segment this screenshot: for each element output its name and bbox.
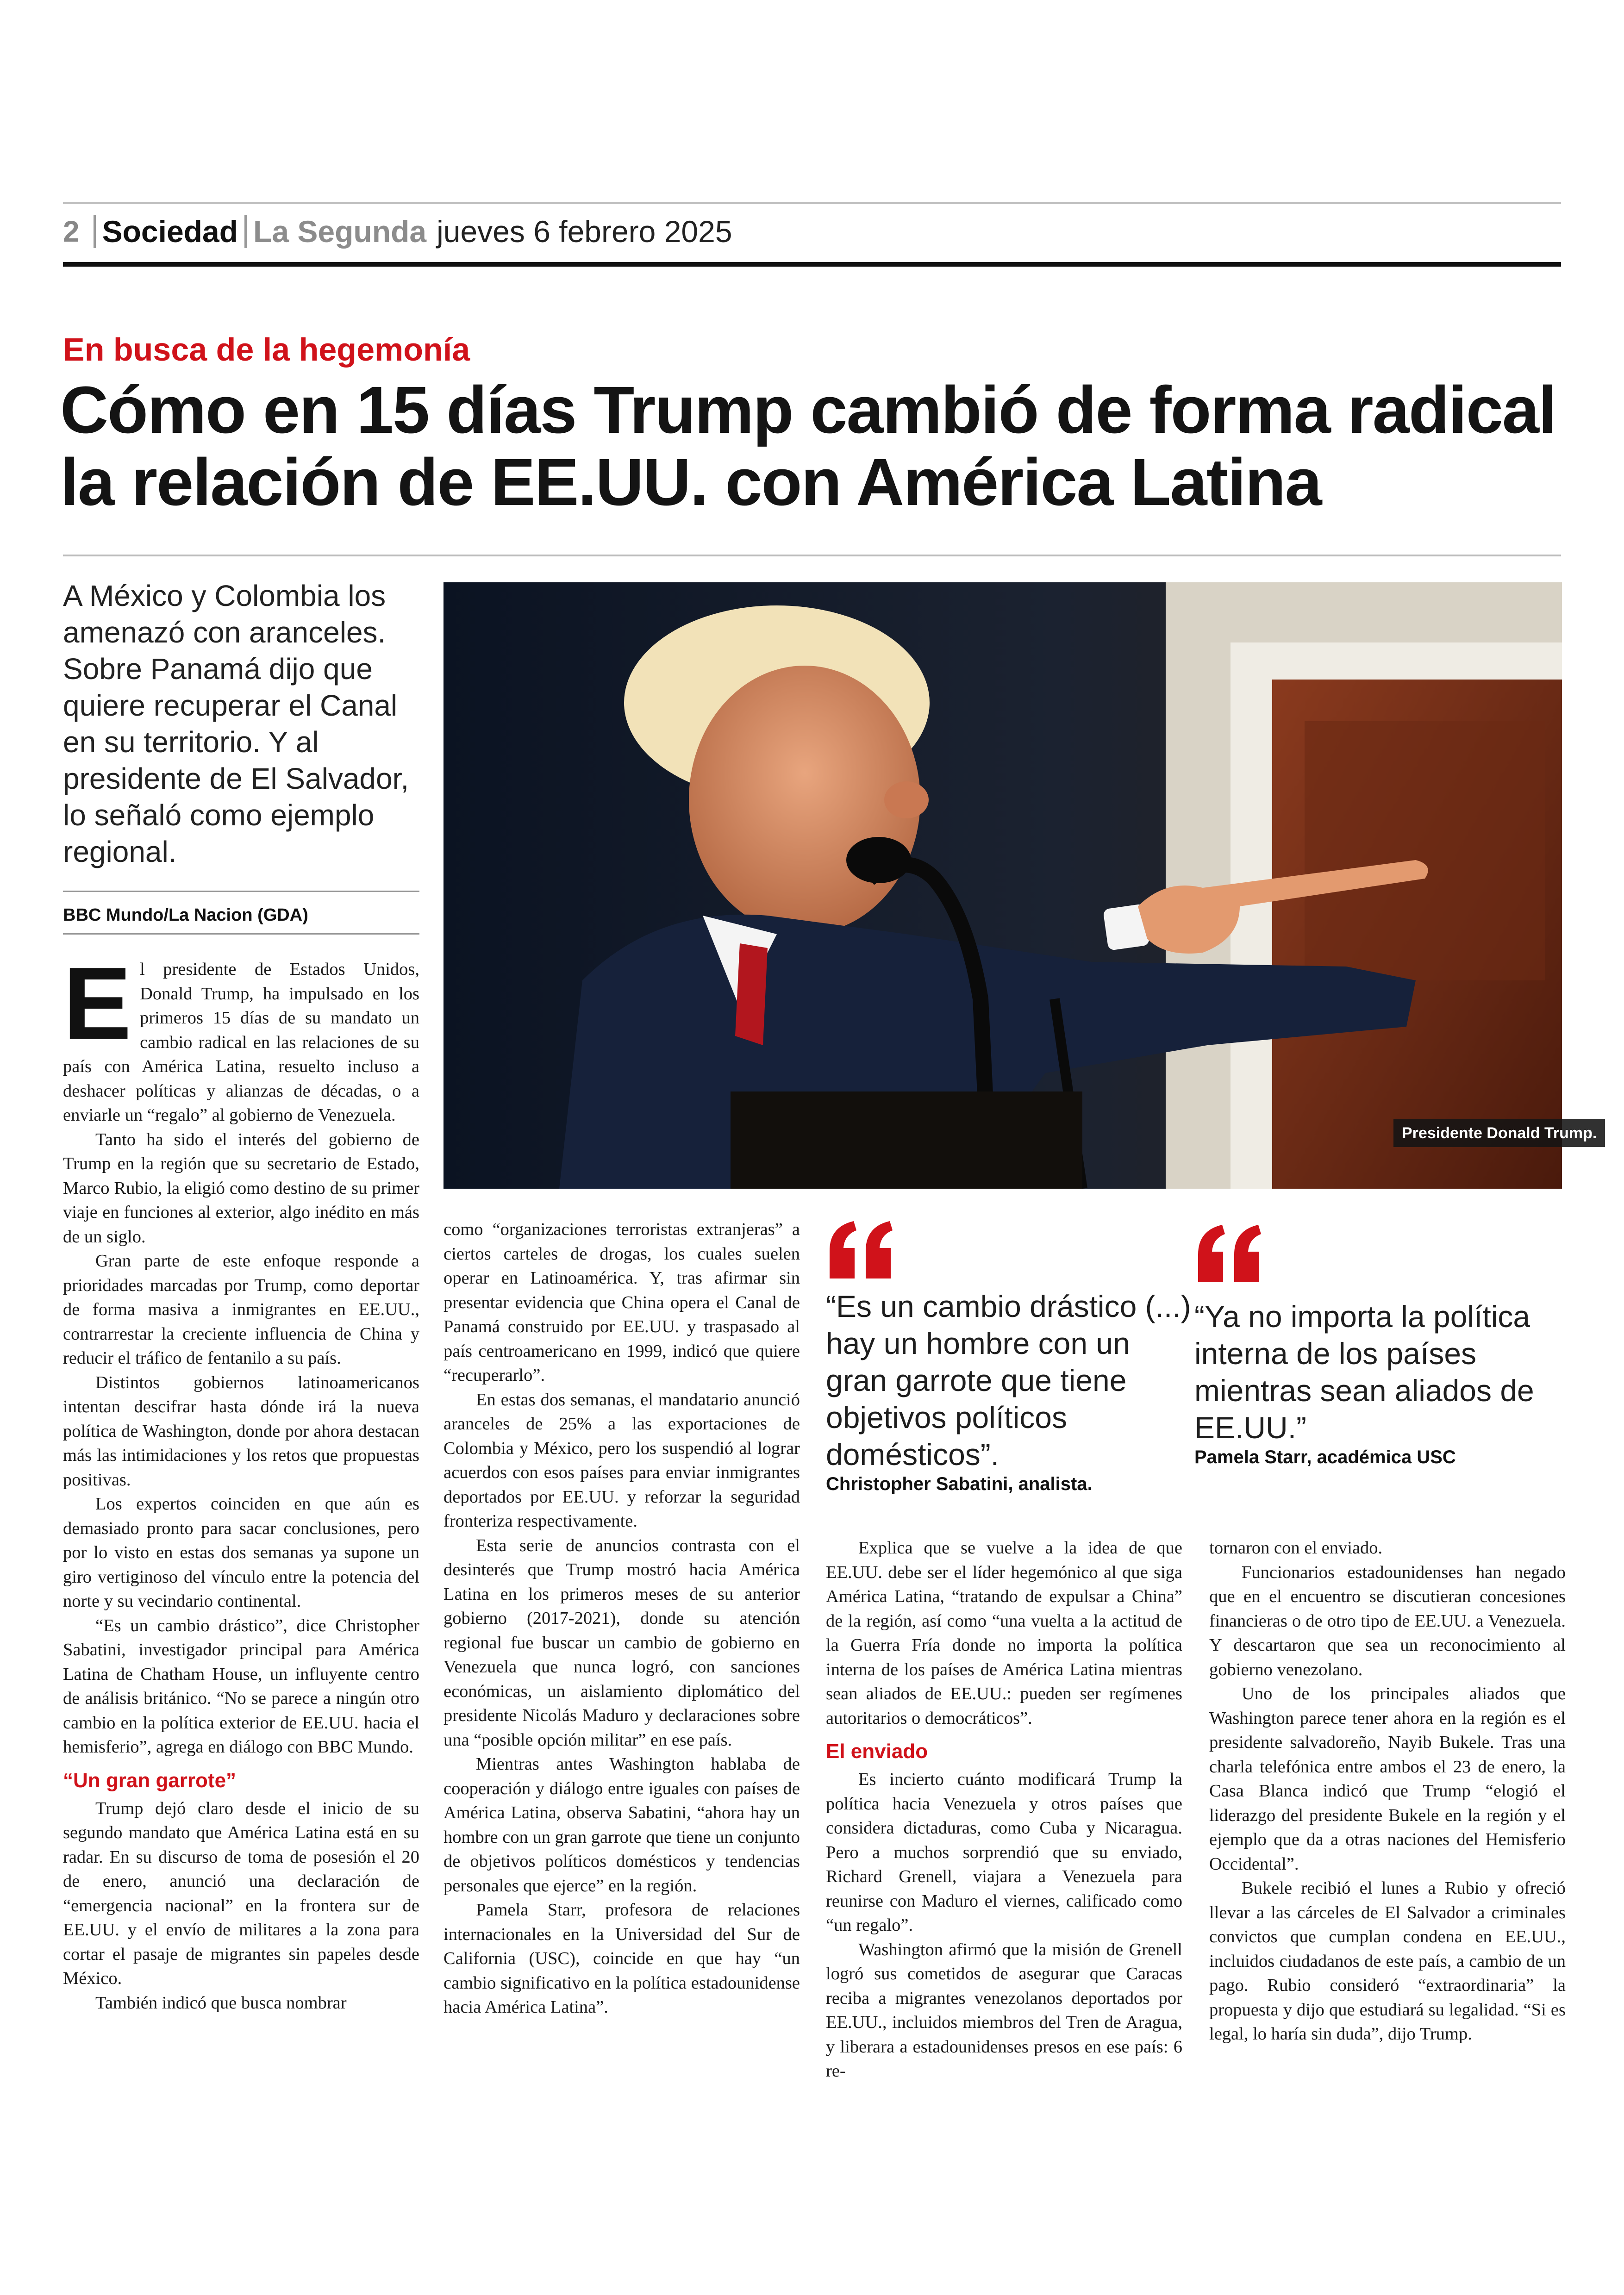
paragraph: Pamela Starr, profesora de relaciones internacionales en la Universidad del Sur de California (USC), coincide en que hay “un cambio significativo en la política estadounidense hacia América Latina”. <box>443 1900 800 2017</box>
header-divider <box>244 215 247 248</box>
paragraph: Washington afirmó que la misión de Grenell logró sus cometidos de asegurar que Caracas reciba a migrantes venezolanos deportados por EE.UU., incluidos miembros del Tren de Aragua, y liberara a estadounidenses presos en ese país: 6 re- <box>826 1940 1182 2081</box>
byline-rule <box>63 933 419 935</box>
column-1 <box>63 946 419 2015</box>
byline: BBC Mundo/La Nacion (GDA) <box>63 905 308 925</box>
paragraph: También indicó que busca nombrar <box>95 1993 347 2013</box>
photo-caption: Presidente Donald Trump. <box>1393 1119 1605 1147</box>
title-rule <box>63 555 1561 556</box>
paragraph: l presidente de Estados Unidos, Donald Trump, ha impulsado en los primeros 15 días de su mandato un cambio radical en las relaciones de su país con América Latina, resuelto incluso a deshacer políticas y alianzas de décadas, o a enviarle un “regalo” al gobierno de Venezuela. <box>63 960 419 1125</box>
header-rule <box>63 262 1561 267</box>
paragraph: Funcionarios estadounidenses han negado que en el encuentro se discutieran concesiones financieras o de otro tipo de EE.UU. a Venezuela. Y descartaron que sea un reconocimiento al gobierno venezolano. <box>1209 1562 1566 1679</box>
column-4 <box>1209 1536 1566 2046</box>
page-number: 2 <box>63 215 80 248</box>
subhead: El enviado <box>826 1740 928 1763</box>
paragraph: Distintos gobiernos latinoamericanos intentan descifrar hasta dónde irá la nueva política de Washington, donde por ahora destacan más las intimidaciones y los retos que propuestas positivas. <box>63 1372 419 1490</box>
paragraph: Esta serie de anuncios contrasta con el desinterés que Trump mostró hacia América Latina en los primeros meses de su anterior gobierno (2017-2021), donde su atención regional fue buscar un cambio de gobierno en Venezuela que nunca logró, con sanciones económicas, un aislamiento diplomático del presidente Nicolás Maduro y declaraciones sobre una “posible opción militar” en ese país. <box>443 1535 800 1750</box>
paragraph: Es incierto cuánto modificará Trump la política hacia Venezuela y otros países que considera dictaduras, como Cuba y Nicaragua. Pero a muchos sorprendió que su enviado, Richard Grenell, viajara a Venezuela para reunirse con Maduro el viernes, calificado como “un regalo”. <box>826 1770 1182 1935</box>
issue-date: jueves 6 febrero 2025 <box>437 214 732 249</box>
article-photo <box>443 582 1562 1189</box>
paragraph: tornaron con el enviado. <box>1209 1538 1383 1558</box>
column-3 <box>826 1536 1182 2083</box>
top-rule <box>63 202 1561 204</box>
kicker: En busca de la hegemonía <box>63 331 470 368</box>
quote-author: Pamela Starr, académica USC <box>1194 1447 1456 1467</box>
photo-illustration <box>443 582 1562 1189</box>
paragraph: Explica que se vuelve a la idea de que EE.UU. debe ser el líder hegemónico al que siga América Latina, “tratando de expulsar a China” de la región, así como “una vuelta a la actitud de la Guerra Fría donde no importa la política interna de los países de América Latina mientras sean aliados de EE.UU.: pueden ser regímenes autoritarios o democráticos”. <box>826 1538 1182 1728</box>
quote-text: “Ya no importa la política interna de los países mientras sean aliados de EE.UU.” <box>1194 1299 1534 1445</box>
paragraph: Uno de los principales aliados que Washington parece tener ahora en la región es el presidente salvadoreño, Nayib Bukele. Tras una charla telefónica entre ambos el 23 de enero, la Casa Blanca indicó que Trump “elogió el liderazgo del presidente Bukele en la región y el ejemplo que da a otras naciones del Hemisferio Occidental”. <box>1209 1684 1566 1874</box>
paragraph: En estas dos semanas, el mandatario anunció aranceles de 25% a las exportaciones de Colombia y México, pero los suspendió al lograr acuerdos con esos países para enviar inmigrantes deportados por EE.UU. y reforzar la seguridad fronteriza respectivamente. <box>443 1390 800 1531</box>
section-name: Sociedad <box>102 214 238 249</box>
quote-text: “Es un cambio drástico (...) hay un hombre con un gran garrote que tiene objetivos políticos domésticos”. <box>826 1289 1191 1472</box>
paragraph: como “organizaciones terroristas extranjeras” a ciertos carteles de drogas, los cuales suelen operar en Latinoamérica. Y, tras afirmar sin presentar evidencia que China opera el Canal de Panamá construido por EE.UU. y traspasado al país centroamericano en 1999, indicó que quiere “recuperarlo”. <box>443 1220 800 1385</box>
quote-mark-icon <box>826 1218 895 1283</box>
page-header <box>63 209 732 254</box>
paragraph: “Es un cambio drástico”, dice Christopher Sabatini, investigador principal para América Latina de Chatham House, un influyente centro de análisis británico. “No se parece a ningún otro cambio en la política exterior de EE.UU. hacia el hemisferio”, agrega en diálogo con BBC Mundo. <box>63 1615 419 1757</box>
subhead: “Un gran garrote” <box>63 1769 237 1792</box>
newspaper-name: La Segunda <box>253 214 427 249</box>
lede-rule <box>63 891 419 892</box>
pull-quote <box>1194 1222 1565 1468</box>
paragraph: Los expertos coinciden en que aún es demasiado pronto para sacar conclusiones, pero por lo visto en estas dos semanas ya supone un giro vertiginoso del vínculo entre la potencia del norte y su vecindario continental. <box>63 1494 419 1611</box>
paragraph: Trump dejó claro desde el inicio de su segundo mandato que América Latina está en su radar. En su discurso de toma de posesión el 20 de enero, anunció una declaración de “emergencia nacional” en la frontera sur de EE.UU. y el envío de militares a la zona para cortar el pasaje de migrantes sin papeles desde México. <box>63 1798 419 1988</box>
header-divider <box>94 215 96 248</box>
paragraph: Gran parte de este enfoque responde a prioridades marcadas por Trump, como deportar de forma masiva a inmigrantes en EE.UU., contrarrestar la creciente influencia de China y reducir el tráfico de fentanilo a su país. <box>63 1251 419 1368</box>
column-2 <box>443 1217 800 2020</box>
lede: A México y Colombia los amenazó con aranceles. Sobre Panamá dijo que quiere recuperar el Canal en su territorio. Y al presidente de El Salvador, lo señaló como ejemplo regional. <box>63 579 409 868</box>
quote-mark-icon <box>1194 1222 1264 1287</box>
pull-quote <box>826 1218 1192 1495</box>
paragraph: Mientras antes Washington hablaba de cooperación y diálogo entre iguales con países de América Latina, observa Sabatini, “ahora hay un hombre con un gran garrote que tiene un conjunto de objetivos políticos domésticos y tendencias personales que ejerce” en la región. <box>443 1754 800 1896</box>
paragraph: Tanto ha sido el interés del gobierno de Trump en la región que su secretario de Estado, Marco Rubio, la eligió como destino de su primer viaje en funciones al exterior, algo inédito en más de un siglo. <box>63 1129 419 1247</box>
drop-cap: E <box>63 946 132 1061</box>
paragraph: Bukele recibió el lunes a Rubio y ofreció llevar a las cárceles de El Salvador a criminales convictos que cumplan condena en EE.UU., incluidos ciudadanos de este país, a cambio de un pago. Rubio consideró “extraordinaria” la propuesta y dijo que estudiará su legalidad. “Si es legal, lo haría sin duda”, dijo Trump. <box>1209 1878 1566 2044</box>
quote-author: Christopher Sabatini, analista. <box>826 1474 1093 1494</box>
headline: Cómo en 15 días Trump cambió de forma radical la relación de EE.UU. con América Latina <box>60 373 1556 519</box>
